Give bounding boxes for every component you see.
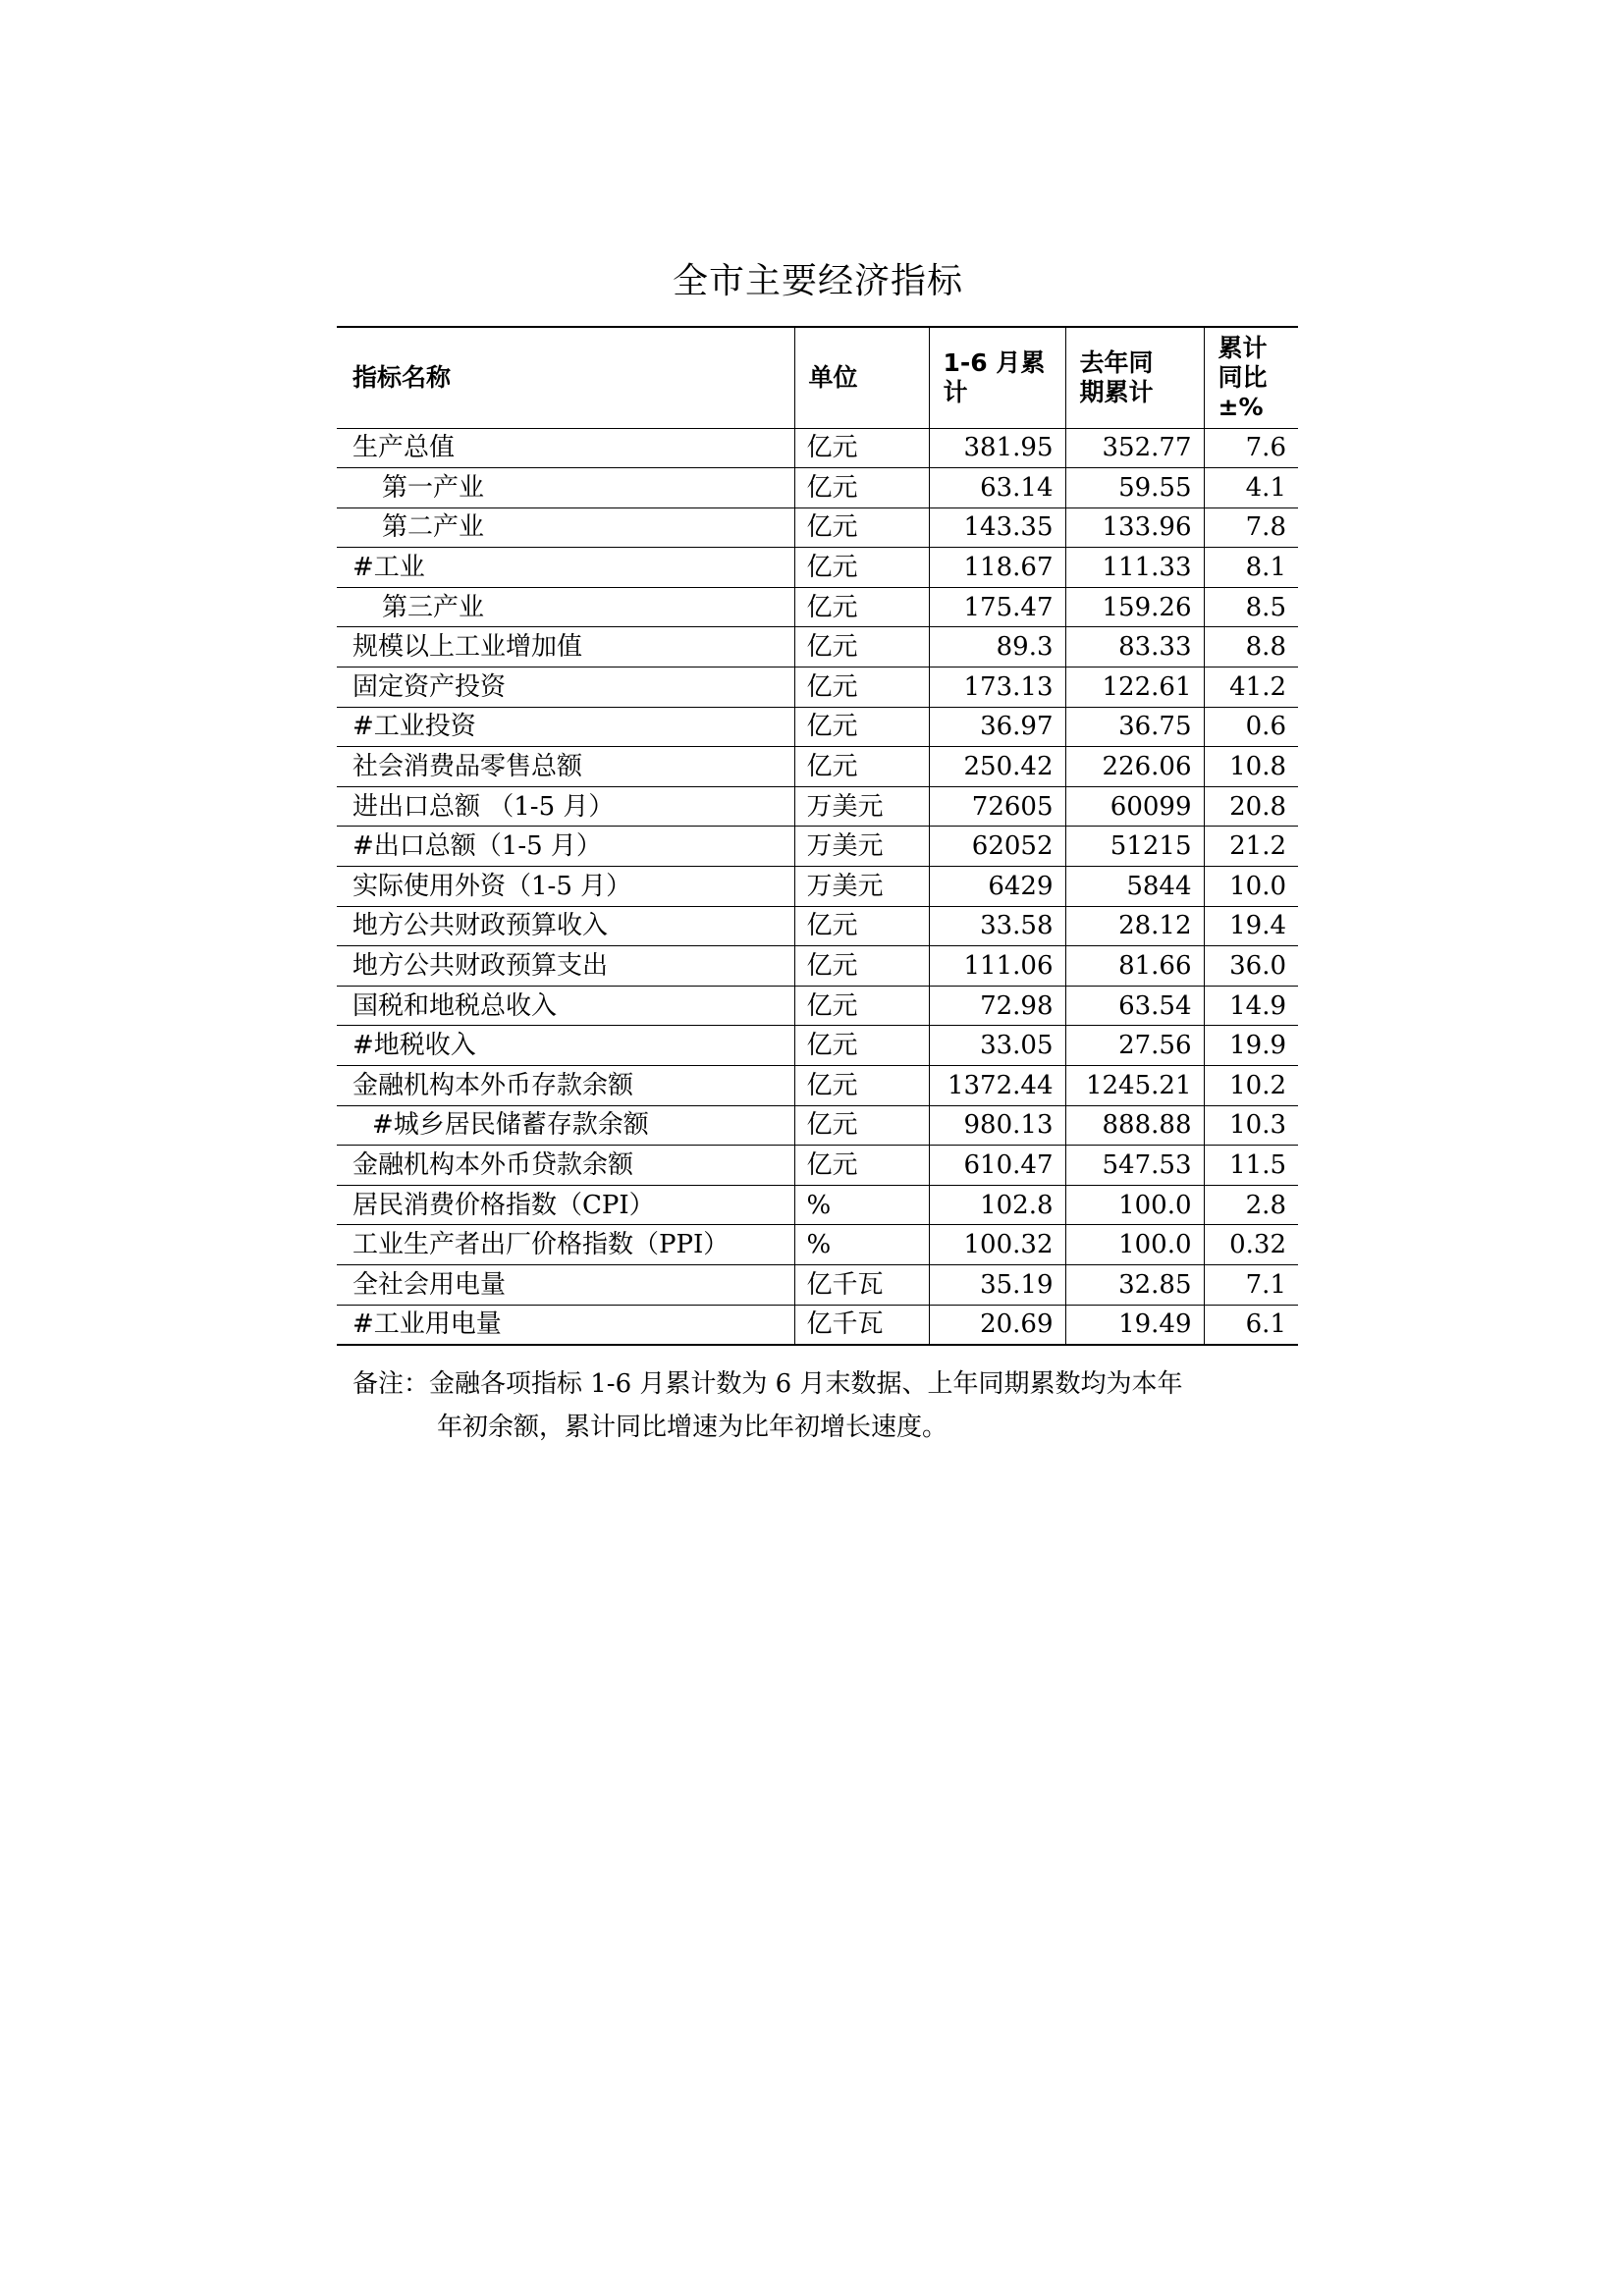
table-row: [337, 428, 1298, 468]
row-indicator-name: 全社会用电量: [337, 1264, 794, 1305]
row-unit: 亿元: [794, 1105, 929, 1146]
row-current-value: 35.19: [929, 1264, 1065, 1305]
header-unit: 单位: [794, 327, 929, 428]
row-current-value: 100.32: [929, 1225, 1065, 1265]
row-unit: 亿元: [794, 946, 929, 987]
row-previous-value: 32.85: [1065, 1264, 1204, 1305]
table-header-row: [337, 327, 1298, 428]
row-indicator-name: #地税收入: [337, 1026, 794, 1066]
row-current-value: 6429: [929, 867, 1065, 907]
row-current-value: 33.58: [929, 906, 1065, 946]
table-row: [337, 548, 1298, 588]
table-row: [337, 827, 1298, 867]
page-title: 全市主要经济指标: [672, 261, 963, 301]
row-previous-value: 63.54: [1065, 986, 1204, 1026]
row-current-value: 72605: [929, 786, 1065, 827]
row-indicator-name: #城乡居民储蓄存款余额: [337, 1105, 794, 1146]
row-previous-value: 352.77: [1065, 428, 1204, 468]
row-indicator-name: 进出口总额 （1-5 月）: [337, 786, 794, 827]
row-unit: 亿元: [794, 587, 929, 627]
indicators-table: [337, 326, 1298, 1346]
row-yoy-change: 19.9: [1204, 1026, 1298, 1066]
row-previous-value: 60099: [1065, 786, 1204, 827]
row-yoy-change: 11.5: [1204, 1146, 1298, 1186]
row-current-value: 20.69: [929, 1305, 1065, 1345]
row-current-value: 63.14: [929, 468, 1065, 508]
row-current-value: 72.98: [929, 986, 1065, 1026]
row-unit: 亿元: [794, 1146, 929, 1186]
footnote-line-2: 年初余额，累计同比增速为比年初增长速度。: [437, 1413, 948, 1442]
table-footnote: [352, 1362, 1285, 1449]
row-previous-value: 133.96: [1065, 507, 1204, 548]
row-indicator-name: 固定资产投资: [337, 667, 794, 708]
table-row: [337, 906, 1298, 946]
row-previous-value: 1245.21: [1065, 1066, 1204, 1106]
row-unit: 万美元: [794, 786, 929, 827]
row-unit: 亿元: [794, 468, 929, 508]
row-unit: %: [794, 1225, 929, 1265]
row-yoy-change: 2.8: [1204, 1185, 1298, 1225]
table-row: [337, 1146, 1298, 1186]
row-current-value: 173.13: [929, 667, 1065, 708]
row-unit: 亿元: [794, 707, 929, 747]
row-yoy-change: 19.4: [1204, 906, 1298, 946]
row-unit: 亿元: [794, 747, 929, 787]
row-indicator-name: #工业: [337, 548, 794, 588]
row-yoy-change: 0.32: [1204, 1225, 1298, 1265]
header-indicator-name: 指标名称: [337, 327, 794, 428]
row-current-value: 175.47: [929, 587, 1065, 627]
row-yoy-change: 0.6: [1204, 707, 1298, 747]
row-previous-value: 888.88: [1065, 1105, 1204, 1146]
row-yoy-change: 10.2: [1204, 1066, 1298, 1106]
row-yoy-change: 8.8: [1204, 627, 1298, 667]
row-yoy-change: 10.3: [1204, 1105, 1298, 1146]
row-unit: 亿元: [794, 627, 929, 667]
row-indicator-name: 第二产业: [337, 507, 794, 548]
row-current-value: 33.05: [929, 1026, 1065, 1066]
table-row: [337, 627, 1298, 667]
row-unit: 亿元: [794, 906, 929, 946]
row-current-value: 111.06: [929, 946, 1065, 987]
header-yoy-change: 累计 同比 ±%: [1204, 327, 1298, 428]
row-unit: 亿千瓦: [794, 1264, 929, 1305]
row-previous-value: 547.53: [1065, 1146, 1204, 1186]
table-row: [337, 587, 1298, 627]
table-row: [337, 707, 1298, 747]
row-previous-value: 226.06: [1065, 747, 1204, 787]
row-current-value: 36.97: [929, 707, 1065, 747]
row-indicator-name: 地方公共财政预算支出: [337, 946, 794, 987]
header-current-cumulative: 1-6 月累 计: [929, 327, 1065, 428]
row-current-value: 62052: [929, 827, 1065, 867]
row-yoy-change: 20.8: [1204, 786, 1298, 827]
row-yoy-change: 21.2: [1204, 827, 1298, 867]
row-current-value: 143.35: [929, 507, 1065, 548]
row-indicator-name: 金融机构本外币存款余额: [337, 1066, 794, 1106]
row-indicator-name: 生产总值: [337, 428, 794, 468]
row-unit: 亿元: [794, 507, 929, 548]
row-indicator-name: 社会消费品零售总额: [337, 747, 794, 787]
row-current-value: 381.95: [929, 428, 1065, 468]
row-unit: 万美元: [794, 827, 929, 867]
table-row: [337, 786, 1298, 827]
row-previous-value: 159.26: [1065, 587, 1204, 627]
table-row: [337, 986, 1298, 1026]
row-yoy-change: 7.8: [1204, 507, 1298, 548]
row-unit: 亿元: [794, 986, 929, 1026]
table-row: [337, 667, 1298, 708]
row-indicator-name: 规模以上工业增加值: [337, 627, 794, 667]
row-current-value: 610.47: [929, 1146, 1065, 1186]
row-previous-value: 122.61: [1065, 667, 1204, 708]
row-indicator-name: 第三产业: [337, 587, 794, 627]
row-yoy-change: 8.5: [1204, 587, 1298, 627]
row-unit: 亿元: [794, 1026, 929, 1066]
row-yoy-change: 10.8: [1204, 747, 1298, 787]
table-row: [337, 468, 1298, 508]
row-unit: 亿千瓦: [794, 1305, 929, 1345]
table-row: [337, 1264, 1298, 1305]
row-previous-value: 28.12: [1065, 906, 1204, 946]
row-indicator-name: 工业生产者出厂价格指数（PPI）: [337, 1225, 794, 1265]
row-previous-value: 100.0: [1065, 1225, 1204, 1265]
row-indicator-name: 国税和地税总收入: [337, 986, 794, 1026]
row-indicator-name: #出口总额（1-5 月）: [337, 827, 794, 867]
table-row: [337, 1105, 1298, 1146]
row-yoy-change: 14.9: [1204, 986, 1298, 1026]
row-indicator-name: 金融机构本外币贷款余额: [337, 1146, 794, 1186]
table-body: [337, 428, 1298, 1345]
row-yoy-change: 10.0: [1204, 867, 1298, 907]
table-row: [337, 867, 1298, 907]
table-row: [337, 1305, 1298, 1345]
row-indicator-name: #工业投资: [337, 707, 794, 747]
row-previous-value: 19.49: [1065, 1305, 1204, 1345]
table-row: [337, 1185, 1298, 1225]
row-previous-value: 51215: [1065, 827, 1204, 867]
table-row: [337, 1026, 1298, 1066]
row-current-value: 89.3: [929, 627, 1065, 667]
table-row: [337, 1066, 1298, 1106]
row-previous-value: 100.0: [1065, 1185, 1204, 1225]
row-previous-value: 111.33: [1065, 548, 1204, 588]
row-yoy-change: 8.1: [1204, 548, 1298, 588]
row-current-value: 118.67: [929, 548, 1065, 588]
row-indicator-name: 地方公共财政预算收入: [337, 906, 794, 946]
row-indicator-name: 实际使用外资（1-5 月）: [337, 867, 794, 907]
row-previous-value: 27.56: [1065, 1026, 1204, 1066]
row-unit: 亿元: [794, 548, 929, 588]
row-unit: %: [794, 1185, 929, 1225]
row-previous-value: 81.66: [1065, 946, 1204, 987]
row-yoy-change: 7.6: [1204, 428, 1298, 468]
row-yoy-change: 4.1: [1204, 468, 1298, 508]
table-row: [337, 747, 1298, 787]
row-current-value: 980.13: [929, 1105, 1065, 1146]
row-current-value: 1372.44: [929, 1066, 1065, 1106]
table-row: [337, 946, 1298, 987]
row-yoy-change: 36.0: [1204, 946, 1298, 987]
row-indicator-name: #工业用电量: [337, 1305, 794, 1345]
row-unit: 亿元: [794, 667, 929, 708]
table-row: [337, 1225, 1298, 1265]
row-indicator-name: 第一产业: [337, 468, 794, 508]
row-unit: 亿元: [794, 1066, 929, 1106]
row-unit: 亿元: [794, 428, 929, 468]
row-indicator-name: 居民消费价格指数（CPI）: [337, 1185, 794, 1225]
row-previous-value: 5844: [1065, 867, 1204, 907]
indicators-table-wrapper: [337, 326, 1298, 1346]
row-yoy-change: 6.1: [1204, 1305, 1298, 1345]
row-previous-value: 36.75: [1065, 707, 1204, 747]
row-previous-value: 83.33: [1065, 627, 1204, 667]
row-previous-value: 59.55: [1065, 468, 1204, 508]
row-yoy-change: 7.1: [1204, 1264, 1298, 1305]
table-row: [337, 507, 1298, 548]
row-unit: 万美元: [794, 867, 929, 907]
header-previous-cumulative: 去年同 期累计: [1065, 327, 1204, 428]
row-yoy-change: 41.2: [1204, 667, 1298, 708]
row-current-value: 250.42: [929, 747, 1065, 787]
row-current-value: 102.8: [929, 1185, 1065, 1225]
footnote-line-1: 备注：金融各项指标 1-6 月累计数为 6 月末数据、上年同期累数均为本年: [352, 1369, 1183, 1399]
